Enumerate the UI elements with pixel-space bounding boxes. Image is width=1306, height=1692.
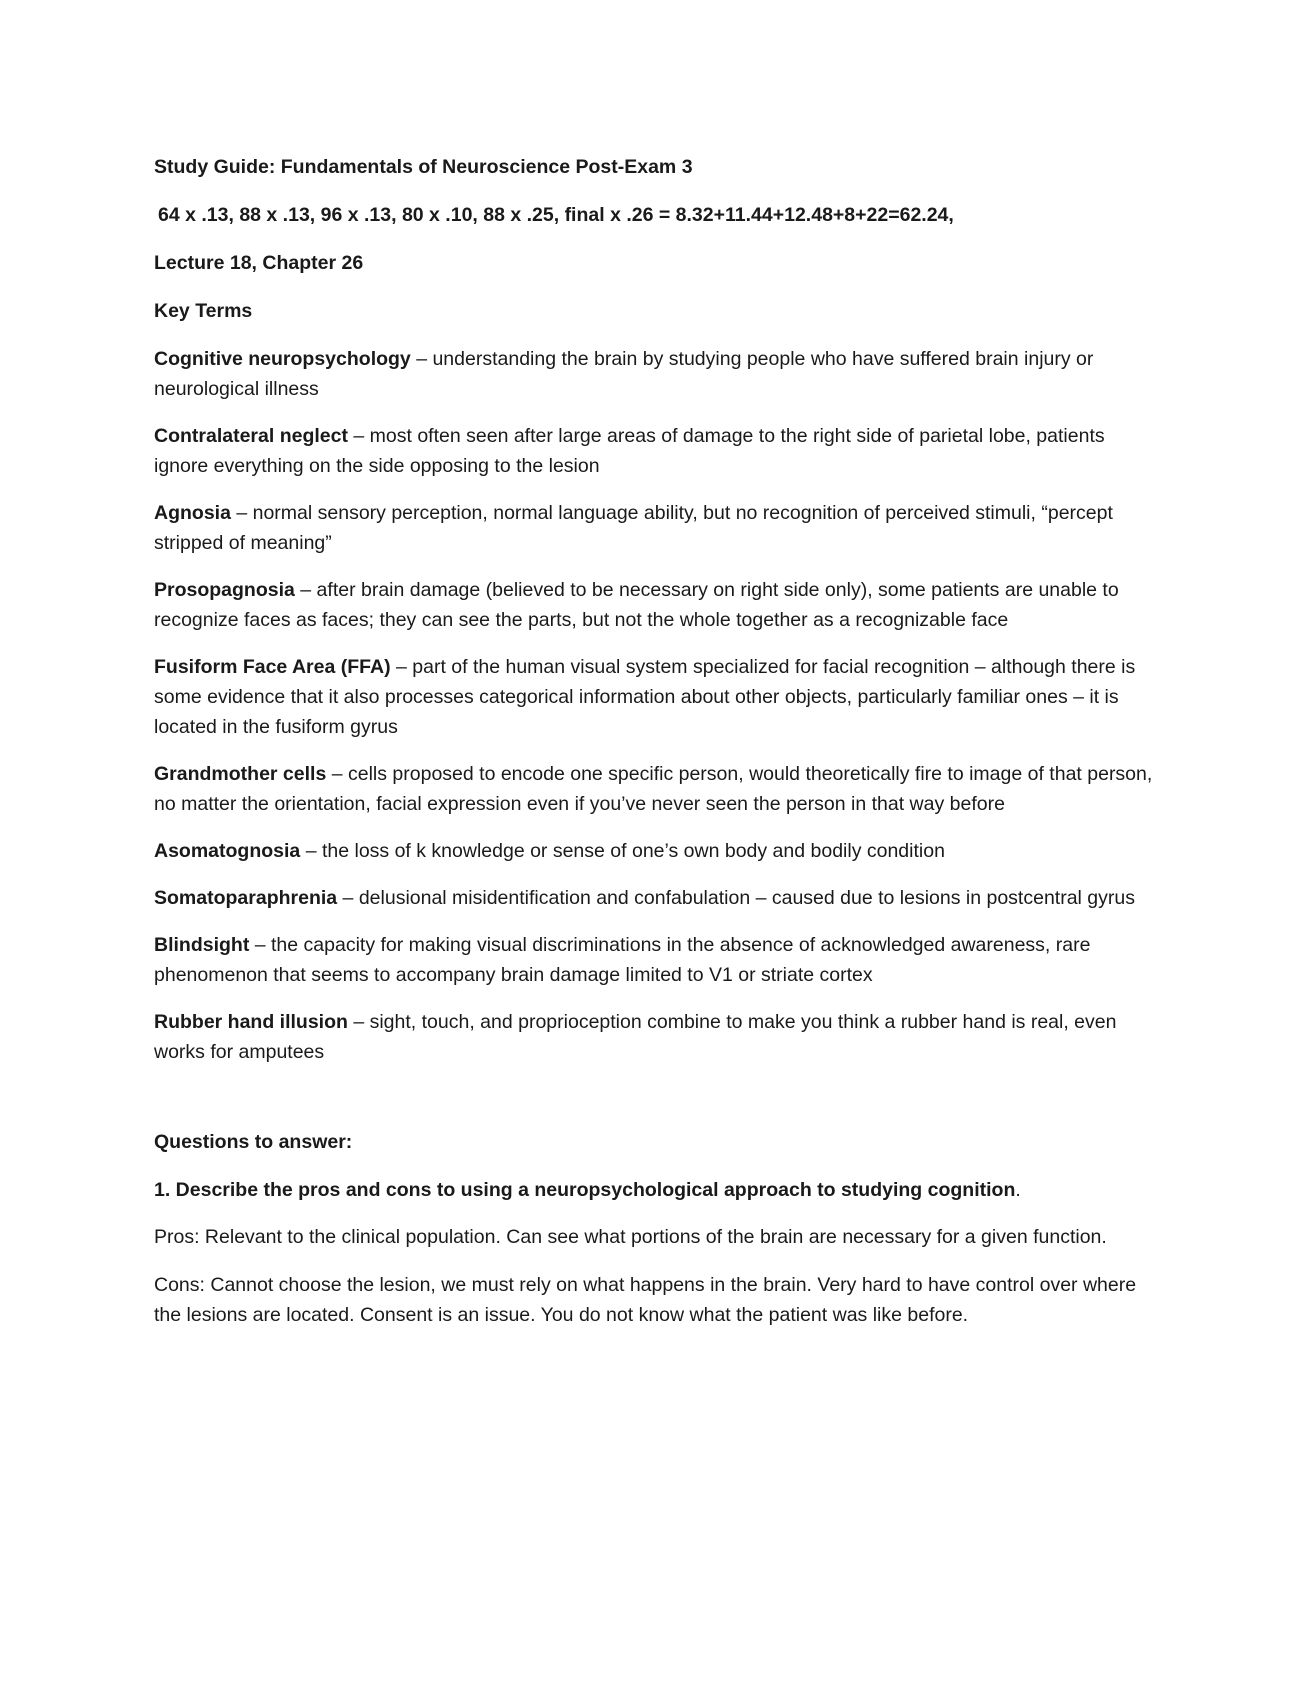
term-name: Grandmother cells xyxy=(154,763,327,785)
term-definition: – after brain damage (believed to be necessary on right side only), some patients are unable to recognize faces as faces; they can see the parts, but not the whole together as a recognizable face xyxy=(154,579,1119,631)
term-contralateral-neglect xyxy=(154,421,1154,481)
term-name: Contralateral neglect xyxy=(154,425,348,447)
term-agnosia xyxy=(154,498,1154,558)
term-cognitive-neuropsychology xyxy=(154,344,1154,404)
term-name: Agnosia xyxy=(154,502,231,524)
answer-pros: Pros: Relevant to the clinical population. Can see what portions of the brain are necessary for a given function. xyxy=(154,1226,1107,1248)
term-name: Prosopagnosia xyxy=(154,579,295,601)
term-definition: – normal sensory perception, normal language ability, but no recognition of perceived stimuli, “percept stripped of meaning” xyxy=(154,502,1113,554)
term-asomatognosia xyxy=(154,836,1154,866)
term-definition: – most often seen after large areas of damage to the right side of parietal lobe, patients ignore everything on the side opposing to the lesion xyxy=(154,425,1105,477)
term-definition: – the loss of k knowledge or sense of one’s own body and bodily condition xyxy=(300,840,945,862)
term-somatoparaphrenia xyxy=(154,883,1154,913)
answer-cons: Cons: Cannot choose the lesion, we must rely on what happens in the brain. Very hard to have control over where the lesions are located. Consent is an issue. You do not know what the patient was like before. xyxy=(154,1274,1137,1326)
term-name: Blindsight xyxy=(154,934,250,956)
key-terms-heading: Key Terms xyxy=(154,300,253,322)
term-definition: – the capacity for making visual discriminations in the absence of acknowledged awareness, rare phenomenon that seems to accompany brain damage limited to V1 or striate cortex xyxy=(154,934,1091,986)
term-definition: – delusional misidentification and confabulation – caused due to lesions in postcentral gyrus xyxy=(337,887,1135,909)
term-blindsight xyxy=(154,930,1154,990)
term-name: Cognitive neuropsychology xyxy=(154,348,411,370)
term-definition: – sight, touch, and proprioception combine to make you think a rubber hand is real, even works for amputees xyxy=(154,1011,1117,1063)
key-terms-list xyxy=(154,344,1154,1067)
term-definition: – understanding the brain by studying people who have suffered brain injury or neurological illness xyxy=(154,348,1094,400)
term-rubber-hand-illusion xyxy=(154,1007,1154,1067)
term-definition: – part of the human visual system specialized for facial recognition – although there is some evidence that it also processes categorical information about other objects, particularly familiar ones – it is located in the fusiform gyrus xyxy=(154,656,1136,738)
term-name: Somatoparaphrenia xyxy=(154,887,338,909)
questions-heading: Questions to answer: xyxy=(154,1131,353,1153)
question-1-period: . xyxy=(1015,1179,1021,1201)
document-page xyxy=(154,152,1154,1348)
term-prosopagnosia xyxy=(154,575,1154,635)
term-definition: – cells proposed to encode one specific person, would theoretically fire to image of that person, no matter the orientation, facial expression even if you’ve never seen the person in that way before xyxy=(154,763,1153,815)
question-1-text: 1. Describe the pros and cons to using a neuropsychological approach to studying cognition xyxy=(154,1179,1016,1201)
lecture-reference: Lecture 18, Chapter 26 xyxy=(154,252,364,274)
term-grandmother-cells xyxy=(154,759,1154,819)
term-name: Asomatognosia xyxy=(154,840,301,862)
term-fusiform-face-area xyxy=(154,652,1154,742)
grade-calculation: 64 x .13, 88 x .13, 96 x .13, 80 x .10, 88 x .25, final x .26 = 8.32+11.44+12.48+8+22=62.24, xyxy=(158,204,954,226)
term-name: Rubber hand illusion xyxy=(154,1011,348,1033)
question-1 xyxy=(154,1175,1154,1205)
document-title: Study Guide: Fundamentals of Neuroscience Post-Exam 3 xyxy=(154,156,693,178)
term-name: Fusiform Face Area (FFA) xyxy=(154,656,391,678)
